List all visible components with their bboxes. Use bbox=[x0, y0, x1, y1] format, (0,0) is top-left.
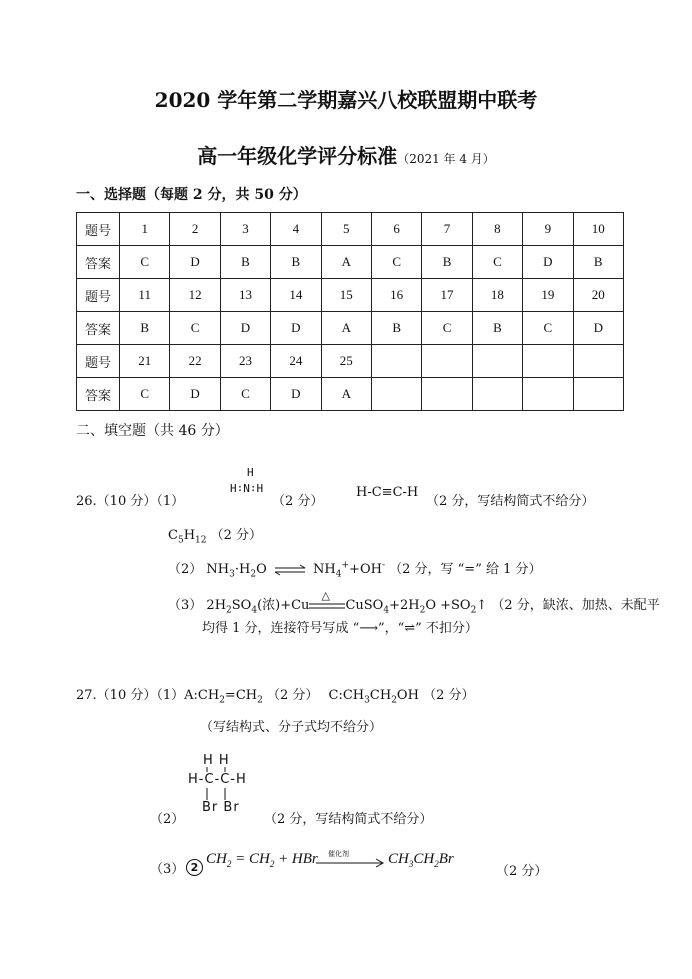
answer-cell: C bbox=[220, 378, 270, 411]
q27-p2-num: （2） bbox=[150, 812, 185, 827]
question-number-cell: 12 bbox=[170, 279, 220, 312]
answer-cell: C bbox=[170, 312, 220, 345]
answer-cell: B bbox=[472, 312, 522, 345]
q27-c-answer: $C:CH_3CH_2OH$ bbox=[328, 688, 419, 706]
question-number-cell: 4 bbox=[271, 213, 321, 246]
answer-cell: B bbox=[422, 246, 472, 279]
answer-cell bbox=[422, 378, 472, 411]
question-number-cell: 22 bbox=[170, 345, 220, 378]
document-subtitle bbox=[0, 140, 692, 169]
answer-cell: D bbox=[573, 312, 623, 345]
answer-cell bbox=[523, 378, 573, 411]
c5h12-answer: $C_5H_{12}$ （2 分） bbox=[168, 528, 263, 546]
answer-cell: D bbox=[170, 378, 220, 411]
struct-bonds-icon bbox=[200, 766, 240, 802]
question-number-cell: 25 bbox=[321, 345, 371, 378]
q26-score1: （2 分） bbox=[272, 494, 324, 509]
question-number-cell: 5 bbox=[321, 213, 371, 246]
question-number-cell: 20 bbox=[573, 279, 623, 312]
question-number-cell bbox=[523, 345, 573, 378]
q26-part2 bbox=[168, 558, 542, 580]
q26-p3-note2: 均得 1 分，连接符号写成 “⟶”，“⇌” 不扣分） bbox=[202, 621, 478, 636]
question-number-cell bbox=[422, 345, 472, 378]
question-number-cell bbox=[472, 345, 522, 378]
answer-cell: C bbox=[120, 246, 170, 279]
answer-cell: A bbox=[321, 246, 371, 279]
question-number-cell bbox=[371, 345, 421, 378]
answer-row bbox=[77, 378, 624, 411]
question-label-cell: 题号 bbox=[77, 345, 120, 378]
catalyst-label: 催化剂 bbox=[328, 850, 349, 858]
answer-cell: C bbox=[120, 378, 170, 411]
question-number-row bbox=[77, 345, 624, 378]
q27-line1 bbox=[76, 684, 474, 706]
question-label-cell: 题号 bbox=[77, 213, 120, 246]
question-number-cell: 15 bbox=[321, 279, 371, 312]
answer-cell: D bbox=[271, 312, 321, 345]
q26-note1: （2 分，写结构简式不给分） bbox=[426, 494, 595, 509]
nh3-top-h: H bbox=[247, 466, 254, 479]
q27-c-score: （2 分） bbox=[423, 688, 475, 703]
question-number-cell: 24 bbox=[271, 345, 321, 378]
q26-p2-left: $NH_3\cdot H_2O$ bbox=[206, 562, 267, 580]
struct-bottom: Br Br bbox=[202, 800, 240, 815]
answer-cell: B bbox=[271, 246, 321, 279]
q26-p3-right: $CuSO_4+2H_2O$ $+SO_2↑$ bbox=[345, 598, 488, 616]
q27-number: 27.（10 分）（1） bbox=[76, 688, 185, 703]
reaction-arrow-icon bbox=[316, 858, 386, 868]
circle-number: 2 bbox=[186, 859, 203, 876]
answer-cell: D bbox=[220, 312, 270, 345]
nh3-structure: H∶N∶H bbox=[230, 482, 264, 495]
q26-p3-num: （3） bbox=[168, 598, 203, 613]
struct-mid: H-C-C-H bbox=[188, 772, 247, 787]
question-number-cell: 7 bbox=[422, 213, 472, 246]
answer-cell: A bbox=[321, 312, 371, 345]
q27-p3-num: （3） bbox=[150, 862, 185, 877]
answer-cell: C bbox=[523, 312, 573, 345]
question-number-cell: 17 bbox=[422, 279, 472, 312]
answer-cell: C bbox=[472, 246, 522, 279]
question-number-cell: 21 bbox=[120, 345, 170, 378]
question-number-cell: 3 bbox=[220, 213, 270, 246]
question-number-cell: 8 bbox=[472, 213, 522, 246]
answer-cell bbox=[371, 378, 421, 411]
heat-arrow bbox=[309, 588, 345, 613]
question-number-cell: 18 bbox=[472, 279, 522, 312]
q26-part3 bbox=[168, 588, 660, 616]
question-label-cell: 题号 bbox=[77, 279, 120, 312]
question-number-cell bbox=[573, 345, 623, 378]
answer-label-cell: 答案 bbox=[77, 246, 120, 279]
section-choice-heading: 一、选择题（每题 2 分，共 50 分） bbox=[76, 187, 307, 203]
q27-eq-left: $CH_2 = CH_2$ + HBr bbox=[206, 851, 318, 869]
subtitle-date: （2021 年 4 月） bbox=[397, 152, 495, 166]
heat-icon: △ bbox=[321, 588, 330, 602]
question-number-cell: 16 bbox=[371, 279, 421, 312]
answer-cell: B bbox=[371, 312, 421, 345]
question-number-cell: 10 bbox=[573, 213, 623, 246]
question-number-cell: 11 bbox=[120, 279, 170, 312]
q27-p2-note: （2 分，写结构简式不给分） bbox=[264, 812, 433, 827]
answer-table bbox=[76, 212, 624, 411]
equals-arrow-icon bbox=[309, 599, 345, 613]
answer-label-cell: 答案 bbox=[77, 312, 120, 345]
q26-p3-left: $2H_2SO_4$(浓)+Cu bbox=[206, 598, 310, 616]
subtitle-text: 高一年级化学评分标准 bbox=[197, 144, 398, 168]
answer-cell: B bbox=[220, 246, 270, 279]
question-number-row bbox=[77, 213, 624, 246]
answer-cell bbox=[472, 378, 522, 411]
answer-label-cell: 答案 bbox=[77, 378, 120, 411]
question-number-cell: 9 bbox=[523, 213, 573, 246]
section-fill-heading: 二、填空题（共 46 分） bbox=[76, 423, 229, 439]
answer-cell: D bbox=[523, 246, 573, 279]
q26-number: 26.（10 分）（1） bbox=[76, 494, 185, 509]
circled-two-icon bbox=[186, 856, 203, 876]
question-number-cell: 14 bbox=[271, 279, 321, 312]
question-number-cell: 23 bbox=[220, 345, 270, 378]
answer-row bbox=[77, 246, 624, 279]
q27-eq-right: $CH_3CH_2Br$ bbox=[388, 851, 454, 869]
q27-a-score: （2 分） bbox=[266, 688, 319, 703]
q26-p2-right: $NH_4^++OH^-$ bbox=[313, 560, 385, 580]
answer-cell: D bbox=[271, 378, 321, 411]
question-number-cell: 1 bbox=[120, 213, 170, 246]
q26-p2-note: （2 分，写 “=” 给 1 分） bbox=[389, 562, 542, 577]
answer-cell: A bbox=[321, 378, 371, 411]
question-number-cell: 19 bbox=[523, 279, 573, 312]
q26-p2-num: （2） bbox=[168, 562, 203, 577]
q27-note: （写结构式、分子式均不给分） bbox=[200, 720, 383, 735]
question-number-cell: 2 bbox=[170, 213, 220, 246]
struct-top: H H bbox=[203, 753, 230, 768]
q27-a-answer: $A:CH_2=CH_2$ bbox=[184, 688, 263, 706]
question-number-cell: 13 bbox=[220, 279, 270, 312]
answer-cell: C bbox=[371, 246, 421, 279]
answer-cell: B bbox=[120, 312, 170, 345]
question-number-row bbox=[77, 279, 624, 312]
document-title: 2020 学年第二学期嘉兴八校联盟期中联考 bbox=[154, 88, 538, 112]
answer-cell bbox=[573, 378, 623, 411]
answer-cell: B bbox=[573, 246, 623, 279]
answer-cell: D bbox=[170, 246, 220, 279]
acetylene-structure: H-C≡C-H bbox=[356, 485, 419, 500]
q27-p3-score: （2 分） bbox=[496, 864, 548, 879]
question-number-cell: 6 bbox=[371, 213, 421, 246]
q26-p3-note: （2 分，缺浓、加热、未配平 bbox=[491, 598, 660, 613]
reversible-arrow-icon bbox=[271, 564, 309, 576]
answer-cell: C bbox=[422, 312, 472, 345]
answer-row bbox=[77, 312, 624, 345]
